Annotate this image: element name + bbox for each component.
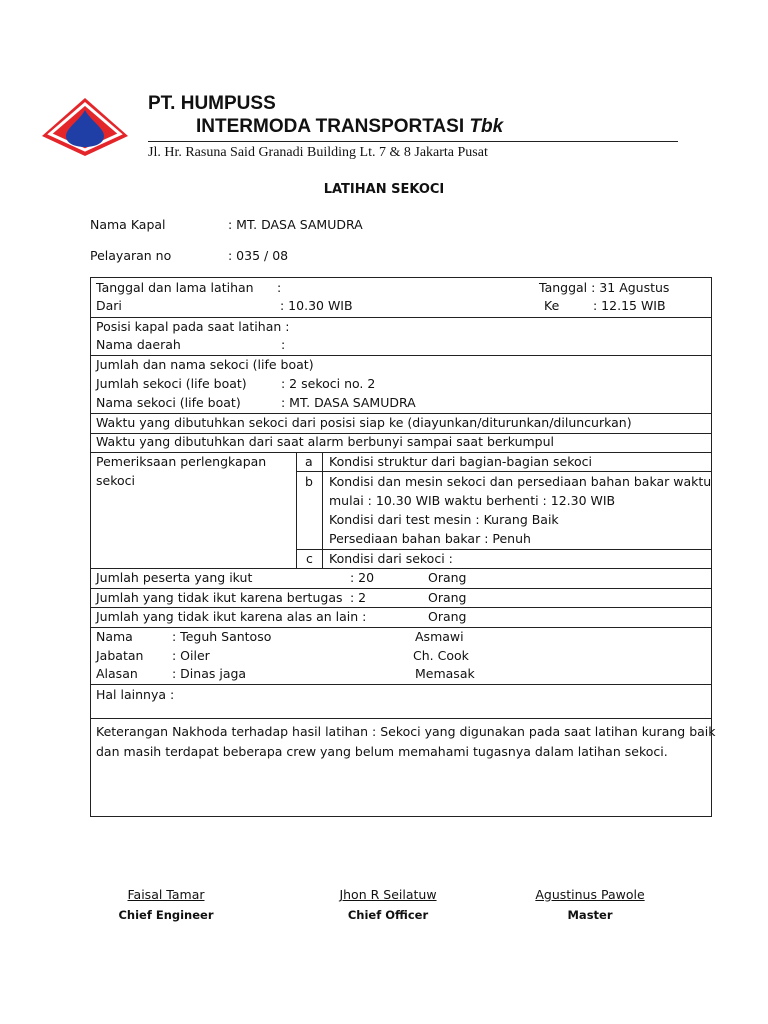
tanggal-value: Tanggal : 31 Agustus	[539, 280, 670, 295]
signature-title: Chief Engineer	[118, 908, 214, 922]
item-b-line4: Persediaan bahan bakar : Penuh	[329, 531, 531, 546]
nama-value-2: Asmawi	[415, 629, 464, 644]
company-name-line2	[196, 116, 503, 138]
jabatan-value-2: Ch. Cook	[413, 648, 469, 663]
ke-label: Ke	[544, 298, 560, 313]
alasan-value: : Dinas jaga	[172, 666, 247, 681]
dari-label: Dari	[96, 298, 122, 313]
alasan-label: Alasan	[96, 666, 138, 681]
drill-table	[90, 277, 716, 817]
jumlah-sekoci-label: Jumlah sekoci (life boat)	[96, 376, 247, 391]
jumlah-sekoci-value: : 2 sekoci no. 2	[281, 376, 376, 391]
waktu-siap-label: Waktu yang dibutuhkan sekoci dari posisi siap ke (diayunkan/diturunkan/diluncurkan)	[96, 415, 632, 430]
item-a-letter: a	[305, 454, 313, 469]
document-title: LATIHAN SEKOCI	[323, 182, 445, 197]
row-divider	[91, 355, 711, 356]
item-a-text: Kondisi struktur dari bagian-bagian sekoci	[329, 454, 592, 469]
nama-daerah-label: Nama daerah	[96, 337, 181, 352]
jabatan-label: Jabatan	[96, 648, 144, 663]
company-address: Jl. Hr. Rasuna Said Granadi Building Lt. 7 & 8 Jakarta Pusat	[148, 145, 488, 160]
signature-chief-officer	[298, 887, 478, 922]
row-divider	[91, 317, 711, 318]
pelayaran-label: Pelayaran no	[90, 248, 172, 263]
nama-kapal-label: Nama Kapal	[90, 217, 166, 232]
nama-value: : Teguh Santoso	[172, 629, 272, 644]
row-divider	[91, 588, 711, 589]
company-name-line1: PT. HUMPUSS	[148, 93, 276, 114]
dari-value: : 10.30 WIB	[280, 298, 353, 313]
col-divider	[322, 452, 323, 568]
header-rule	[148, 141, 678, 142]
keterangan-line2: dan masih terdapat beberapa crew yang belum memahami tugasnya dalam latihan sekoci.	[96, 744, 668, 759]
item-b-line1: Kondisi dan mesin sekoci dan persediaan bahan bakar waktu	[329, 474, 712, 489]
jumlah-nama-label: Jumlah dan nama sekoci (life boat)	[96, 357, 314, 372]
signature-title: Master	[567, 908, 613, 922]
posisi-label: Posisi kapal pada saat latihan :	[96, 319, 290, 334]
peserta-unit: Orang	[428, 570, 467, 585]
signature-name: Jhon R Seilatuw	[339, 887, 437, 902]
tanggal-colon: :	[277, 280, 282, 295]
pemeriksaan-label-1: Pemeriksaan perlengkapan	[96, 454, 267, 469]
item-c-text: Kondisi dari sekoci :	[329, 551, 453, 566]
tidak-ikut-tugas-unit: Orang	[428, 590, 467, 605]
peserta-label: Jumlah peserta yang ikut	[96, 570, 253, 585]
company-name-main: INTERMODA TRANSPORTASI	[196, 116, 465, 137]
tidak-ikut-tugas-label: Jumlah yang tidak ikut karena bertugas	[96, 590, 343, 605]
row-divider	[296, 549, 711, 550]
col-divider	[296, 452, 297, 568]
nama-daerah-colon: :	[281, 337, 286, 352]
row-divider	[91, 452, 711, 453]
jabatan-value: : Oiler	[172, 648, 210, 663]
nama-sekoci-value: : MT. DASA SAMUDRA	[281, 395, 416, 410]
nama-kapal-value: : MT. DASA SAMUDRA	[228, 217, 363, 232]
alasan-value-2: Memasak	[415, 666, 475, 681]
tidak-ikut-lain-label: Jumlah yang tidak ikut karena alas an lain :	[96, 609, 367, 624]
pemeriksaan-label-2: sekoci	[96, 473, 135, 488]
nama-sekoci-label: Nama sekoci (life boat)	[96, 395, 241, 410]
item-b-line2: mulai : 10.30 WIB waktu berhenti : 12.30 WIB	[329, 493, 616, 508]
signature-name: Faisal Tamar	[127, 887, 205, 902]
company-suffix: Tbk	[469, 116, 504, 137]
pelayaran-value: : 035 / 08	[228, 248, 289, 263]
item-c-letter: c	[306, 551, 313, 566]
tanggal-label: Tanggal dan lama latihan	[96, 280, 254, 295]
item-b-line3: Kondisi dari test mesin : Kurang Baik	[329, 512, 559, 527]
tidak-ikut-lain-unit: Orang	[428, 609, 467, 624]
signature-chief-engineer	[76, 887, 256, 922]
row-divider	[91, 413, 711, 414]
row-divider	[91, 607, 711, 608]
hal-lainnya-label: Hal lainnya :	[96, 687, 175, 702]
keterangan-line1: Keterangan Nakhoda terhadap hasil latihan : Sekoci yang digunakan pada saat latihan kurang baik	[96, 724, 716, 739]
waktu-alarm-label: Waktu yang dibutuhkan dari saat alarm berbunyi sampai saat berkumpul	[96, 434, 555, 449]
row-divider	[91, 568, 711, 569]
signature-master	[500, 887, 680, 922]
signature-title: Chief Officer	[347, 908, 429, 922]
peserta-value: : 20	[350, 570, 375, 585]
row-divider	[91, 718, 711, 719]
item-b-letter: b	[305, 474, 313, 489]
row-divider	[91, 627, 711, 628]
signature-name: Agustinus Pawole	[535, 887, 645, 902]
nama-label: Nama	[96, 629, 133, 644]
tidak-ikut-tugas-value: : 2	[350, 590, 367, 605]
company-logo	[40, 96, 130, 158]
ke-value: : 12.15 WIB	[593, 298, 666, 313]
row-divider	[296, 471, 711, 472]
row-divider	[91, 684, 711, 685]
